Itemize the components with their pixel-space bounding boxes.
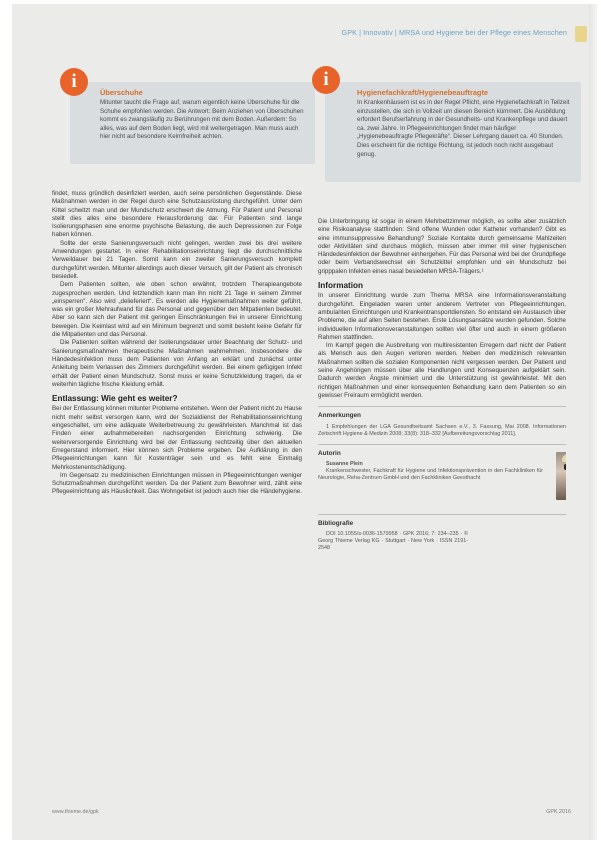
footer-url: www.thieme.de/gpk [52,809,99,815]
section-heading: Entlassung: Wie geht es weiter? [52,394,178,404]
body-paragraph: Im Kampf gegen die Ausbreitung von multiresistenten Erregern darf nicht der Patient als Mensch aus den Augen verloren werden. Neben den medizinisch relevanten Maßnahmen sollten die sozialen Komponenten nicht vergessen werden. Der Patient und seine Angehörigen müssen über alle Handlungen und Konsequenzen aufgeklärt sein. Dadurch werden Ängste minimiert und die Unterstützung ist gewährleistet. Mit den richtigen Maßnahmen und einer konsequenten Behandlung kann dem Patienten so ein gewisser Freiraum ermöglicht werden. [318,342,566,399]
info-icon: i [312,66,340,94]
author-block [318,450,566,508]
body-paragraph: Im Gegensatz zu medizinischen Einrichtungen müssen in Pflegeeinrichtungen weniger Schutzmaßnahmen durchgeführt werden. Da der Patient zum Bewohner wird, zählt eine Pflegeeinrichtung als Häuslichkeit. Das Wohngebiet ist jedoch auch hier die Händehygiene. [52,471,302,496]
divider [318,514,566,515]
info-box-left [70,82,315,164]
body-paragraph: In unserer Einrichtung wurde zum Thema MRSA eine Informationsveranstaltung durchgeführt. Eingeladen waren unter anderem Vertreter von Pflegeeinrichtungen, ambulanten Einrichtungen und Krankentransportdiensten. So entstand ein Austausch über Probleme, die auf allen Seiten bestehen. Erste Lösungsansätze wurden gefunden. Solche individuellen Informationsveranstaltungen sollten viel öfter und auch in einem größeren Rahmen stattfinden. [318,292,566,341]
info-icon: i [60,68,88,96]
bibliography-text: DOI 10.1055/s-0036-1579958 · GPK 2016; 7: 234–235 · © Georg Thieme Verlag KG · Stuttgart · New York · ISSN 2191-2548 [318,530,468,551]
notes-heading: Anmerkungen [318,412,361,420]
author-bio: Krankenschwester, Fachkraft für Hygiene und Infektionsprävention in den Fachkliniken für Neurologie, Reha-Zentrum GmbH und den Fachkliniken Geesthacht [318,467,543,481]
body-paragraph: Dem Patienten sollten, wie oben schon erwähnt, trotzdem Therapieangebote zugesprochen werden. Und letztendlich kann man ihn nicht 21 Tage in seinem Zimmer „einsperren“. Also wird „delieferiert“. Es werden alle Hygienemaßnahmen weiter geführt, was ein großer Mehraufwand für das Personal und gegenüber den Mitpatienten bedeutet. Aber so kann sich der Patient mit geringen Einschränkungen frei in unserer Einrichtung bewegen. Die Keimlast wird auf ein Minimum begrenzt und somit besteht keine Gefahr für die Mitpatienten und das Personal. [52,281,302,339]
section-heading: Information [318,281,364,291]
left-column [52,190,302,785]
info-box-right [325,82,581,182]
info-box-right-title: Hygienefachkraft/Hygienebeauftragte [357,88,489,97]
journal-page [12,4,597,840]
running-head: GPK | Innovativ | MRSA und Hygiene bei der Pflege eines Menschen [341,28,567,37]
info-box-right-text: In Krankenhäusern ist es in der Regel Pflicht, eine Hygienefachkraft in Teilzeit einzustellen, die sich in Vollzeit um diesen Bereich kümmert. Die Ausbildung erfordert Berufserfahrung in der Gesundheits- und Krankenpflege und dauert ca. zwei Jahre. In Pflegeeinrichtungen findet man häufiger „Hygienebeauftragte Pflegekräfte“. Dieser Lehrgang dauert ca. 40 Stunden. Dies erscheint für die richtige Richtung, ist jedoch noch nicht ausgebaut genug. [357,99,570,158]
divider [318,406,566,407]
footer-journal: GPK 2016 [546,809,571,815]
body-paragraph: Die Patienten sollten während der Isolierungsdauer unter Beachtung der Schutz- und Sanierungsmaßnahmen therapeutische Maßnahmen wahrnehmen. Insbesondere die Händedesinfektion muss dem Patienten von Anfang an erklärt und zunächst unter Anleitung beim Verlassen des Zimmers durchgeführt werden. Bei einem gefügigen Infekt erhält der Patient einen Mundschutz. Sonst muss er keine Schutzkleidung tragen, da er weiterhin tägliche frische Kleidung erhält. [52,339,302,388]
notes-text: 1 Empfehlungen der LGA Gesundheitsamt Sachsen e.V., 3. Fassung, Mai 2008. Informationen Zeitschrift Hygiene & Medizin 2008; 33(8): 318–332 [Aufbereitungsvorschlag 2011]. [318,423,566,437]
info-box-left-text: Mitunter taucht die Frage auf, warum eigentlich keine Überschuhe für die Schuhe empfohlen werden. Die Antwort: Beim Anziehen von Überschuhen kommt es zwangsläufig zu Berührungen mit dem Boden. Außerdem: So alles, was auf dem Boden liegt, wird mit weitergetragen. Man muss auch hier nicht auf besondere Keimfreiheit achten. [100,99,304,141]
divider [318,444,566,445]
author-photo [556,452,566,500]
info-box-left-title: Überschuhe [100,88,143,97]
body-paragraph: findet, muss gründlich desinfiziert werden, auch seine persönlichen Gegenstände. Diese Maßnahmen werden in der Regel durch eine Schutzausrüstung durchgeführt. Unter dem Kittel schwitzt man und der Mundschutz erschwert die Atmung. Für Patient und Personal stellt dies alles eine besondere Herausforderung dar. Für Patienten sind lange Isolierungsphasen eine enorme psychische Belastung, die auch Depressionen zur Folge haben können. [52,190,302,239]
author-name: Susanne Plein [326,460,363,467]
author-heading: Autorin [318,449,341,457]
body-paragraph: Bei der Entlassung können mitunter Probleme entstehen. Wenn der Patient nicht zu Hause nicht mehr selbst versorgen kann, wird der Sozialdienst der Rehabilitationseinrichtung eingeschaltet, um eine adäquate Weiterbetreuung zu gewährleisten. Manchmal ist das Finden einer aufnahmebereiten nachsorgenden Einrichtung schwierig. Die weiterversorgende Einrichtung wird bei der Entlassung rechtzeitig über den aktuellen Erregerstand informiert. Hier können sich Probleme ergeben. Die Aufklärung in den Pflegeeinrichtungen kann für Kostenträger sein und es fehlt eine Einmalig Mehrkostenentschädigung. [52,405,302,471]
corner-tab [575,26,587,42]
body-paragraph: Sollte der erste Sanierungsversuch nicht gelingen, werden zwei bis drei weitere Anwendungen gestartet. In einer Rehabilitationseinrichtung liegt die durchschnittliche Verweildauer bei 21 Tagen. Somit kann ein zweiter Sanierungsversuch komplett durchgeführt werden. Mitunter allerdings auch dieser Versuch, gilt der Patient als chronisch besiedelt. [52,239,302,280]
bibliography-heading: Bibliografie [318,519,354,527]
body-paragraph: Die Unterbringung ist sogar in einem Mehrbettzimmer möglich, es sollte aber zusätzlich eine Risikoanalyse stattfinden: Sind offene Wunden oder Katheter vorhanden? Gibt es eine immunsuppressive Behandlung? Soziale Kontakte durch gemeinsame Mahlzeiten oder Aktivitäten sind durchaus möglich, müssen aber immer mit einer hygienischen Händedesinfektion der Bewohner einhergehen. Für das Personal wird bei der Grundpflege oder beim Verbandswechsel ein Schutzkittel empfohlen und ein Mundschutz bei gripppalen Infekten eines nasal besiedelten MRSA-Trägers.¹ [318,218,566,275]
right-column [318,218,566,798]
